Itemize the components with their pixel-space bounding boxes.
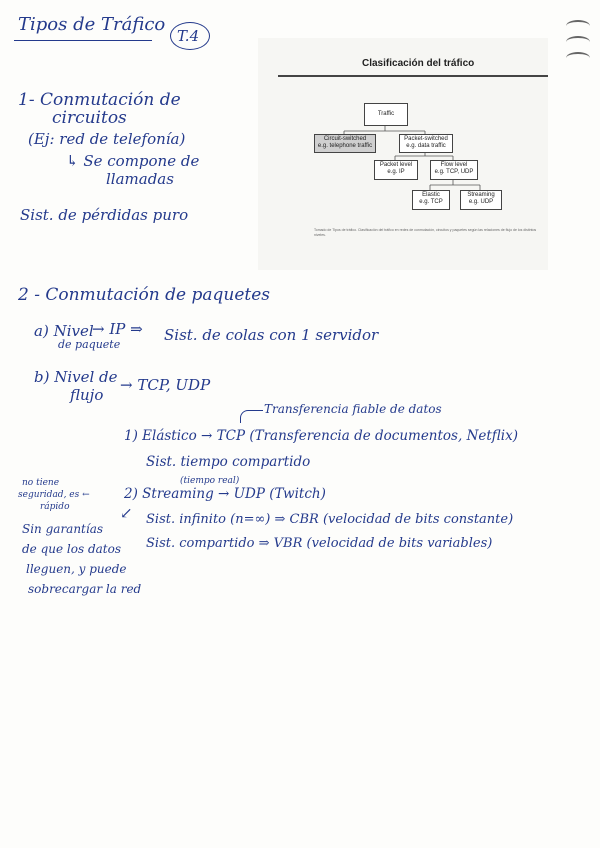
box-packet-level: Packet level e.g. IP [374, 160, 418, 180]
side-note-arrow: ↙ [120, 504, 133, 522]
elastic-system: Sist. tiempo compartido [146, 454, 311, 470]
item-a-label: a) Nivel [34, 322, 94, 340]
figure-caption: Tomado de Tipos de tráfico. Clasificación del tráfico en redes de conmutación, circuitos y paquetes según las relaciones de flujo de los distintos niveles. [314, 228, 537, 237]
section-1-title: 1- Conmutación de [18, 90, 181, 110]
section-1-compose: ↳ Se compone de [66, 152, 200, 170]
binder-ring [566, 52, 590, 64]
infinite-system: Sist. infinito (n=∞) ⇒ CBR (velocidad de bits constante) [146, 512, 514, 527]
section-1-system: Sist. de pérdidas puro [20, 206, 189, 224]
box-packet-switched: Packet-switched e.g. data traffic [399, 134, 453, 153]
streaming-item: 2) Streaming → UDP (Twitch) [124, 486, 326, 502]
binder-ring [566, 36, 590, 48]
item-a-sub: de paquete [58, 338, 121, 351]
item-a-arrow: → IP ⇒ [92, 320, 143, 338]
box-elastic: Elastic e.g. TCP [412, 190, 450, 210]
side-note-line-5: de que los datos [22, 542, 121, 556]
side-note-line-3: rápido [40, 502, 70, 512]
figure-title: Clasificación del tráfico [362, 58, 475, 69]
section-1-title-cont: circuitos [52, 108, 127, 128]
item-a-system: Sist. de colas con 1 servidor [164, 326, 379, 344]
side-note-line-2: seguridad, es ← [18, 490, 90, 500]
topic-badge-label: T.4 [177, 27, 200, 45]
item-b-sub: flujo [70, 386, 104, 404]
item-b-arrow: → TCP, UDP [120, 376, 211, 394]
side-note-line-1: no tiene [22, 478, 60, 488]
title-underline [14, 40, 152, 41]
side-note-line-6: lleguen, y puede [26, 562, 127, 576]
side-note-line-4: Sin garantías [22, 522, 104, 536]
binder-ring [566, 20, 590, 32]
traffic-classification-figure [258, 38, 548, 270]
box-streaming: Streaming e.g. UDP [460, 190, 502, 210]
box-traffic: Traffic [364, 103, 408, 126]
elastic-item: 1) Elástico → TCP (Transferencia de documentos, Netflix) [124, 428, 518, 444]
section-1-calls: llamadas [106, 170, 174, 188]
box-circuit-switched: Circuit-switched e.g. telephone traffic [314, 134, 376, 153]
reliable-transfer-note: Transferencia fiable de datos [264, 402, 442, 416]
section-2-title: 2 - Conmutación de paquetes [18, 285, 271, 305]
box-flow-level: Flow level e.g. TCP, UDP [430, 160, 478, 180]
page-title: Tipos de Tráfico [18, 14, 166, 35]
streaming-realtime-note: (tiempo real) [180, 476, 240, 486]
section-1-example: (Ej: red de telefonía) [28, 130, 186, 148]
shared-system: Sist. compartido ⇒ VBR (velocidad de bits variables) [146, 536, 493, 551]
side-note-line-7: sobrecargar la red [28, 582, 142, 596]
reliable-arrow [240, 410, 263, 423]
item-b-label: b) Nivel de [34, 368, 118, 386]
